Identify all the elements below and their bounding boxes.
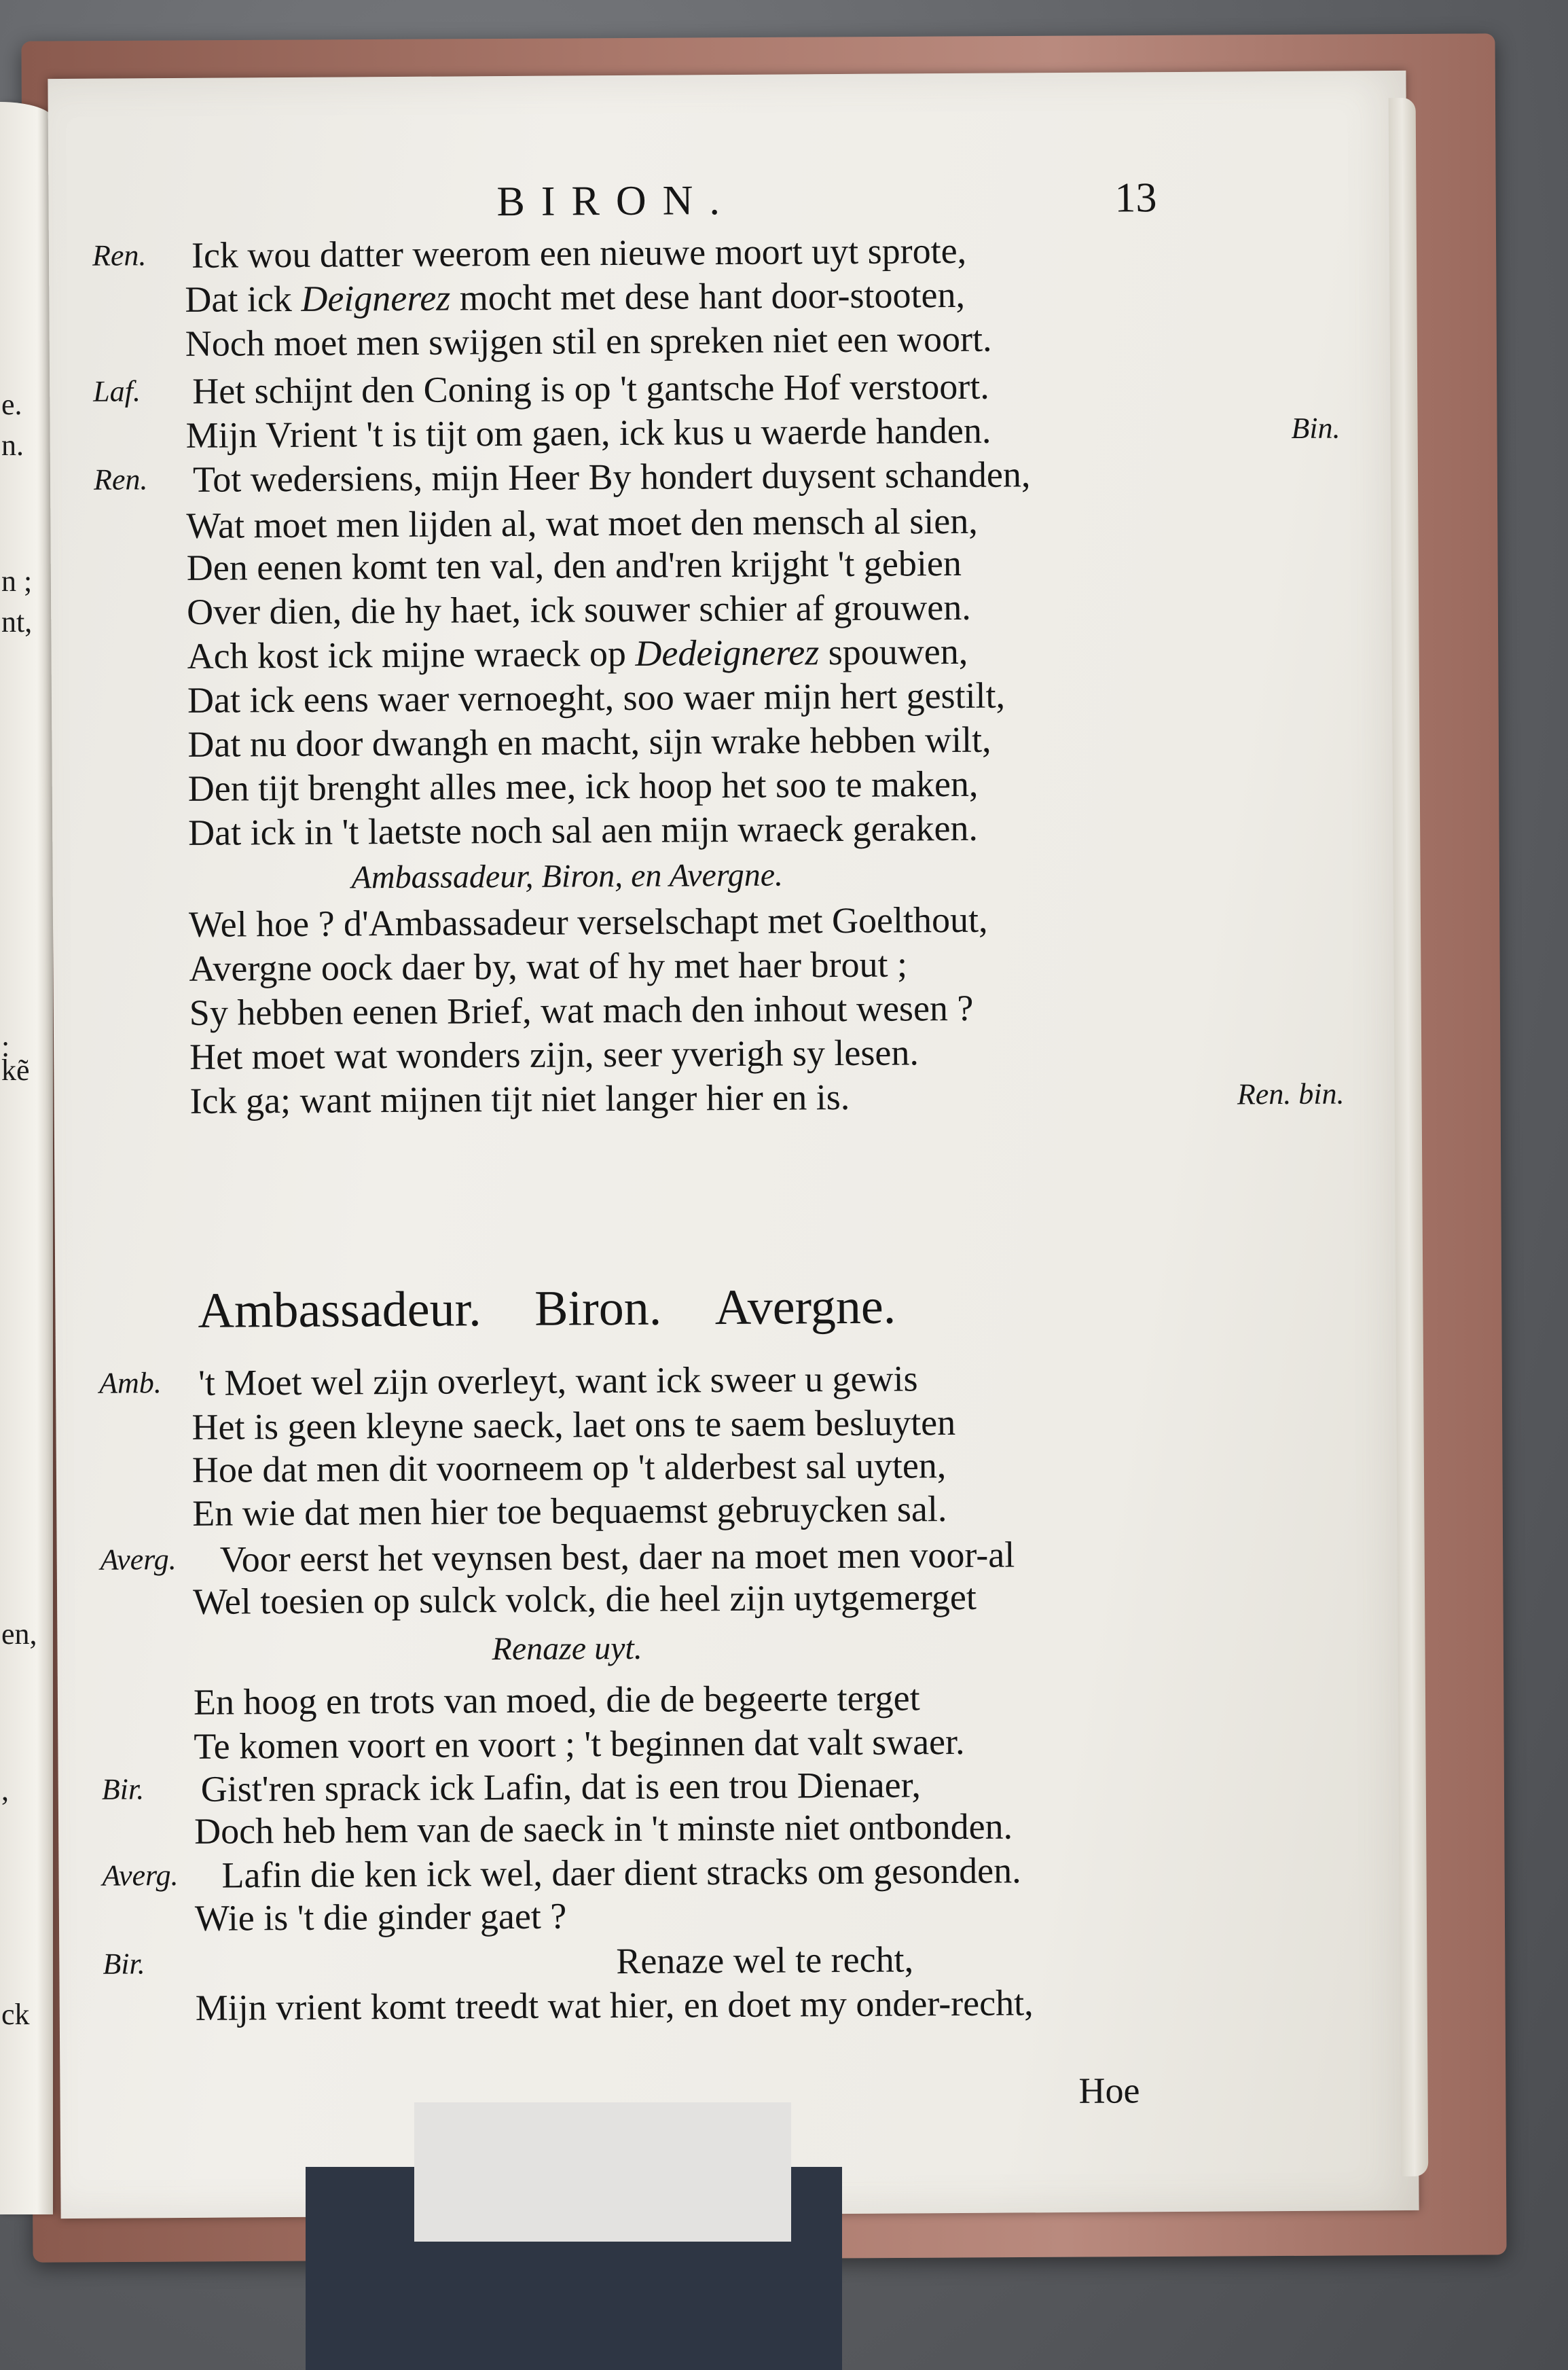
verse-text	[188, 763, 979, 810]
speaker-label: Averg.	[100, 1543, 177, 1577]
verse-text	[192, 1488, 947, 1534]
verse-text	[193, 453, 1031, 501]
page-number: 13	[1114, 175, 1157, 221]
verse-fragment: Ick ga; want mijnen tijt niet langer hier en is.	[189, 1076, 850, 1121]
speaker-label: Laf.	[93, 374, 141, 408]
verse-line	[52, 672, 1342, 723]
verse-line	[53, 941, 1343, 991]
verse-fragment: Dat ick in 't laetste noch sal aen mijn wraeck geraken.	[187, 807, 979, 853]
verse-line	[50, 498, 1341, 548]
left-fragment: n.	[1, 429, 24, 462]
verse-fragment: Wel toesien op sulck volck, die heel zijn uytgemerget	[192, 1576, 977, 1622]
verse-fragment: Avergne oock daer by, wat of hy met haer brout ;	[189, 944, 908, 989]
verse-line	[54, 1073, 1344, 1124]
exit-direction: Ren. bin.	[1237, 1077, 1345, 1111]
verse-fragment: Sy hebben eenen Brief, wat mach den inhout wesen ?	[189, 987, 974, 1033]
verse-line	[52, 761, 1343, 811]
verse-text	[189, 987, 974, 1034]
verse-line	[58, 1847, 1349, 1897]
scene-heading	[198, 1276, 896, 1342]
verse-line	[51, 628, 1341, 679]
verse-line	[56, 1485, 1347, 1535]
verse-text	[185, 274, 965, 321]
page-text	[48, 71, 1419, 2219]
verse-text	[185, 410, 991, 456]
scene-character-ambassadeur: Ambassadeur.	[198, 1281, 481, 1339]
verse-fragment: Te komen voort en voort ; 't beginnen dat valt swaer.	[194, 1721, 965, 1767]
verse-line	[57, 1573, 1347, 1623]
left-fragment: kẽ	[1, 1054, 30, 1087]
verse-fragment: Mijn Vrient 't is tijt om gaen, ick kus u waerde handen.	[185, 410, 991, 456]
verse-line	[54, 1029, 1344, 1079]
verse-line	[56, 1441, 1347, 1492]
catchword: Hoe	[1078, 2070, 1140, 2111]
speaker-label: Averg.	[102, 1859, 179, 1892]
verse-fragment: Renaze wel te recht,	[616, 1939, 914, 1982]
verse-line	[52, 717, 1342, 767]
left-fragment: en,	[1, 1617, 37, 1651]
verse-fragment: Den tijt brenght alles mee, ick hoop het soo te maken,	[187, 763, 979, 809]
verse-text	[192, 365, 989, 412]
speaker-label: Amb.	[98, 1366, 162, 1400]
verse-text	[189, 943, 907, 989]
verse-line	[49, 228, 1339, 278]
left-fragment: ck	[1, 1998, 30, 2031]
verse-line	[51, 584, 1341, 634]
verse-line	[58, 1803, 1349, 1853]
verse-line	[50, 316, 1340, 366]
verse-fragment: Het moet wat wonders zijn, seer yverigh sy lesen.	[189, 1032, 919, 1077]
verse-text	[192, 230, 966, 276]
verse-line	[54, 985, 1344, 1035]
verse-text	[187, 542, 962, 589]
verse-fragment: Wel hoe ? d'Ambassadeur verselschapt met Goelthout,	[188, 899, 988, 945]
left-fragment: e.	[1, 388, 22, 421]
verse-text	[196, 1981, 1034, 2029]
verse-fragment: spouwen,	[819, 630, 968, 673]
verse-line	[49, 272, 1339, 322]
verse-text	[194, 1806, 1013, 1852]
verse-line	[50, 452, 1341, 502]
verse-fragment: Dat ick eens waer vernoeght, soo waer mijn hert gestilt,	[187, 675, 1006, 721]
speaker-label: Bir.	[103, 1947, 145, 1981]
left-fragment: ,	[1, 1774, 9, 1807]
verse-text	[189, 899, 988, 946]
verse-line	[58, 1674, 1348, 1724]
verse-fragment: Mijn vrient komt treedt wat hier, en doet my onder-recht,	[195, 1982, 1034, 2028]
verse-fragment: Voor eerst het veynsen best, daer na moet men voor-al	[219, 1534, 1015, 1580]
verse-fragment: Over dien, die hy haet, ick souwer schier af grouwen.	[187, 586, 971, 632]
verse-text	[189, 1076, 850, 1122]
left-fragment: :	[1, 1030, 10, 1063]
verse-text	[187, 719, 991, 766]
verse-line	[50, 408, 1340, 458]
verse-line	[59, 1890, 1349, 1940]
verse-line	[52, 805, 1343, 855]
verse-fragment: En hoog en trots van moed, die de begeerte terget	[193, 1677, 920, 1723]
scene-character-avergne: Avergne.	[714, 1278, 896, 1336]
verse-text	[221, 1849, 1021, 1896]
verse-line	[51, 540, 1341, 590]
redaction-patch	[414, 2102, 791, 2242]
verse-line	[58, 1718, 1348, 1768]
verse-text	[185, 318, 992, 365]
verse-text	[189, 1031, 919, 1078]
stage-direction-entry: Renaze uyt.	[492, 1630, 642, 1668]
verse-fragment: 't Moet wel zijn overleyt, want ick sweer u gewis	[198, 1358, 918, 1403]
scene-character-biron: Biron.	[534, 1280, 662, 1337]
speaker-label: Ren.	[93, 463, 148, 497]
verse-fragment: Ick wou datter weerom een nieuwe moort uyt sprote,	[191, 230, 967, 276]
verse-line	[60, 1979, 1350, 2030]
verse-fragment: Noch moet men swijgen stil en spreken niet een woort.	[185, 318, 992, 364]
verse-fragment: Lafin die ken ick wel, daer dient stracks om gesonden.	[221, 1850, 1021, 1896]
verse-fragment: Den eenen komt ten val, den and'ren krijght 't gebien	[186, 542, 962, 588]
speaker-label: Bir.	[101, 1772, 145, 1806]
verse-text	[192, 1444, 947, 1491]
verse-fragment: Tot wedersiens, mijn Heer By hondert duysent schanden,	[192, 454, 1031, 500]
italic-name: Deignerez	[301, 277, 451, 319]
verse-line	[56, 1399, 1346, 1449]
verse-fragment: Ach kost ick mijne wraeck op	[187, 632, 636, 677]
verse-fragment: Doch heb hem van de saeck in 't minste niet ontbonden.	[194, 1806, 1013, 1852]
book-page	[48, 71, 1419, 2219]
verse-text	[192, 1401, 955, 1448]
verse-text	[194, 1676, 920, 1723]
left-page-edge	[0, 102, 53, 2214]
running-head: BIRON.	[496, 177, 737, 226]
stage-direction-entry: Ambassadeur, Biron, en Avergne.	[351, 857, 784, 896]
verse-text	[186, 500, 978, 547]
verse-fragment: Gist'ren sprack ick Lafin, dat is een trou Dienaer,	[200, 1764, 922, 1810]
verse-text	[193, 1576, 977, 1623]
verse-line	[56, 1354, 1346, 1405]
verse-fragment: Wat moet men lijden al, wat moet den mensch al sien,	[186, 500, 978, 546]
verse-fragment: Dat ick	[185, 278, 302, 320]
verse-text	[194, 1721, 965, 1767]
verse-fragment: En wie dat men hier toe bequaemst gebruycken sal.	[192, 1488, 947, 1534]
speaker-label: Ren.	[92, 238, 147, 272]
verse-text	[188, 807, 978, 854]
verse-fragment: Wie is 't die ginder gaet ?	[194, 1895, 567, 1939]
verse-text	[187, 675, 1005, 721]
italic-name: Dedeignerez	[635, 632, 820, 674]
verse-text	[195, 1895, 567, 1939]
exit-direction: Bin.	[1291, 411, 1341, 445]
verse-text	[187, 586, 971, 633]
verse-text	[220, 1533, 1015, 1580]
verse-fragment: Het is geen kleyne saeck, laet ons te saem besluyten	[192, 1402, 956, 1448]
verse-fragment: Het schijnt den Coning is op 't gantsche Hof verstoort.	[192, 365, 989, 412]
verse-text	[187, 630, 968, 677]
left-fragment: n ;	[1, 564, 33, 598]
verse-fragment: Hoe dat men dit voorneem op 't alderbest sal uyten,	[192, 1445, 947, 1490]
verse-line	[57, 1531, 1347, 1581]
verse-text	[201, 1763, 922, 1810]
verse-line	[59, 1935, 1349, 1986]
verse-fragment: mocht met dese hant door-stooten,	[450, 274, 966, 319]
verse-text	[616, 1938, 913, 1982]
verse-line	[58, 1761, 1349, 1811]
verse-fragment: Dat nu door dwangh en macht, sijn wrake hebben wilt,	[187, 719, 991, 765]
verse-text	[198, 1357, 918, 1403]
verse-line	[50, 363, 1340, 414]
left-fragment: nt,	[1, 605, 33, 639]
verse-line	[53, 897, 1343, 947]
